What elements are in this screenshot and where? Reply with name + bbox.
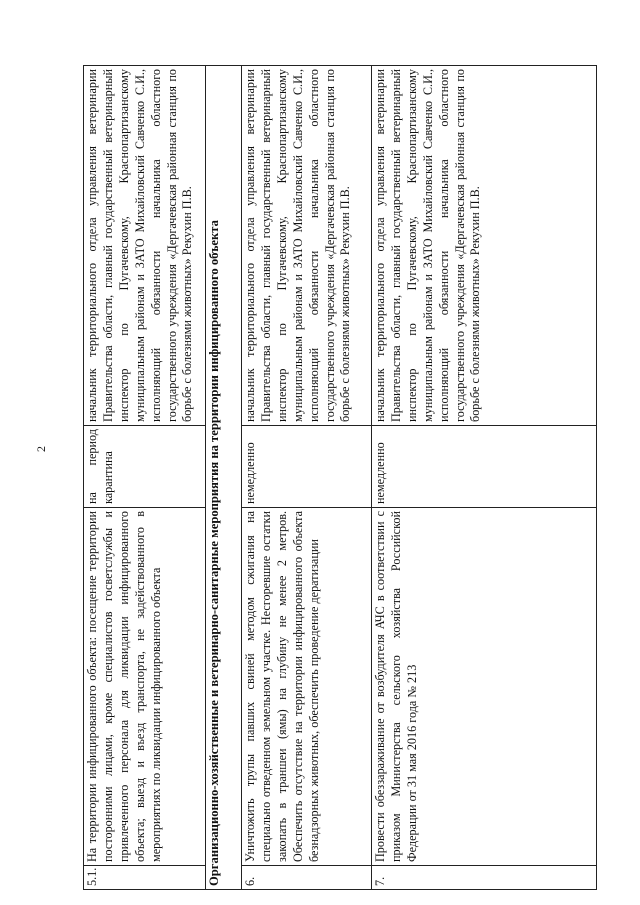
table-row-5-1	[84, 66, 206, 890]
rotated-page-content	[83, 66, 597, 890]
row-number: 6.	[242, 866, 372, 890]
term-cell: немедленно	[372, 426, 597, 508]
measure-cell: Уничтожить трупы павших свиней методом сжигания на специально отведенном земельном участке. Несгоревшие остатки закопать в траншеи (ямы) на глубину не менее 2 метров. Обеспечить отсутствие на территории инфицированного объекта безнадзорных животных, обеспечить проведение дератизации	[242, 508, 372, 866]
table-row-7	[372, 66, 597, 890]
row-number: 5.1.	[84, 866, 206, 890]
measures-table	[83, 65, 597, 890]
responsible-cell: начальник территориального отдела управления ветеринарии Правительства области, главный государственный ветеринарный инспектор по Пугачевскому, Краснопартизанскому муниципальным районам и ЗАТО Михайловский Савченко С.И., исполняющий обязанности начальника областного государственного учреждения «Дергачевская районная станция по борьбе с болезнями животных» Рекухин П.В.	[242, 66, 372, 426]
table-row-6	[242, 66, 372, 890]
term-cell: немедленно	[242, 426, 372, 508]
row-number: 7.	[372, 866, 597, 890]
measure-cell: На территории инфицированного объекта: посещение территории посторонними лицами, кроме специалистов госветслужбы и привлеченного персонала для ликвидации инфицированного объекта; выезд и въезд транспорта, не задействованного в мероприятиях по ликвидации инфицированного объекта	[84, 508, 206, 866]
page-number: 2	[34, 446, 48, 452]
responsible-cell: начальник территориального отдела управления ветеринарии Правительства области, главный государственный ветеринарный инспектор по Пугачевскому, Краснопартизанскому муниципальным районам и ЗАТО Михайловский Савченко С.И., исполняющий обязанности начальника областного государственного учреждения «Дергачевская районная станция по борьбе с болезнями животных» Рекухин П.В.	[372, 66, 597, 426]
section-heading: Организационно-хозяйственные и ветеринарно-санитарные мероприятия на территории инфицированного объекта	[206, 66, 242, 890]
section-heading-row	[206, 66, 242, 890]
responsible-cell: начальник территориального отдела управления ветеринарии Правительства области, главный государственный ветеринарный инспектор по Пугачевскому, Краснопартизанскому муниципальным районам и ЗАТО Михайловский Савченко С.И., исполняющий обязанности начальника областного государственного учреждения «Дергачевская районная станция по борьбе с болезнями животных» Рекухин П.В.	[84, 66, 206, 426]
term-cell: на период карантина	[84, 426, 206, 508]
measure-cell: Провести обеззараживание от возбудителя АЧС в соответствии с приказом Министерства сельского хозяйства Российской Федерации от 31 мая 2016 года № 213	[372, 508, 597, 866]
